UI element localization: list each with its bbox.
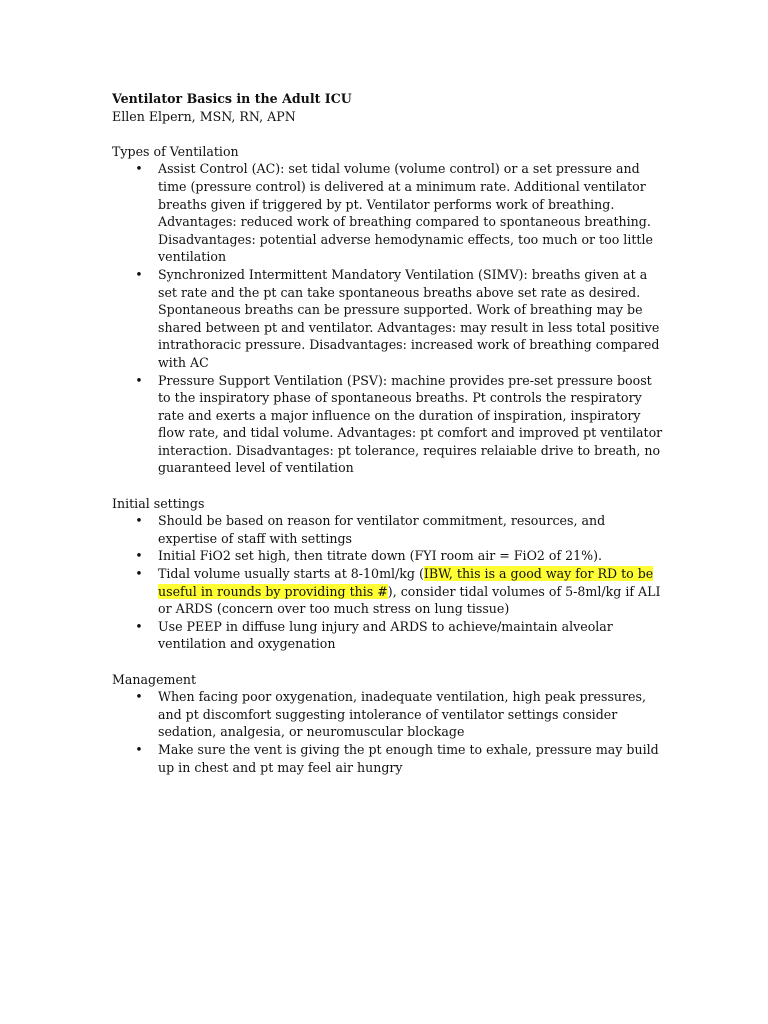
list-item-text: Use PEEP in diffuse lung injury and ARDS to achieve/maintain alveolar ventilation and oxygenation — [158, 618, 613, 652]
list-item — [112, 160, 668, 266]
bullet-icon: • — [135, 618, 143, 634]
list-item — [112, 547, 668, 565]
document-title: Ventilator Basics in the Adult ICU — [112, 91, 352, 106]
list-item-text: Make sure the vent is giving the pt enough time to exhale, pressure may build up in chest and pt may feel air hungry — [158, 741, 659, 775]
list-item — [112, 741, 668, 776]
list-item — [112, 618, 668, 653]
list-item — [112, 688, 668, 741]
highlighted-text: IBW, this is a good way for RD to be useful in rounds by providing this # — [158, 566, 654, 599]
section-management — [112, 671, 668, 777]
bullet-list-types — [112, 160, 668, 477]
list-item-text: Pressure Support Ventilation (PSV): machine provides pre-set pressure boost to the inspiratory phase of spontaneous breaths. Pt controls the respiratory rate and exerts a major influence on the duration of inspiration, inspiratory flow rate, and tidal volume. Advantages: pt comfort and improved pt ventilator interaction. Disadvantages: pt tolerance, requires relaiable drive to breath, no guaranteed level of ventilation — [158, 372, 663, 476]
bullet-icon: • — [135, 266, 143, 282]
section-types-of-ventilation — [112, 143, 668, 477]
section-heading-management: Management — [112, 671, 197, 687]
list-item — [112, 372, 668, 478]
list-item — [112, 266, 668, 372]
bullet-icon: • — [135, 161, 143, 177]
bullet-icon: • — [135, 372, 143, 388]
bullet-icon: • — [135, 513, 143, 529]
document-author: Ellen Elpern, MSN, RN, APN — [112, 108, 296, 124]
list-item-text: Assist Control (AC): set tidal volume (volume control) or a set pressure and time (pressure control) is delivered at a minimum rate. Additional ventilator breaths given if triggered by pt. Ventilator performs work of breathing. Advantages: reduced work of breathing compared to spontaneous breathing. Disadvantages: potential adverse hemodynamic effects, too much or too little ventilation — [158, 161, 653, 265]
list-item-text-before: Tidal volume usually starts at 8-10ml/kg ( — [158, 566, 424, 582]
bullet-icon: • — [135, 566, 143, 582]
bullet-list-initial — [112, 512, 668, 653]
list-item-text: Should be based on reason for ventilator commitment, resources, and expertise of staff with settings — [158, 513, 606, 546]
list-item-text: Initial FiO2 set high, then titrate down (FYI room air = FiO2 of 21%). — [158, 548, 603, 564]
bullet-icon: • — [135, 741, 143, 757]
list-item-text-after: ), consider tidal volumes of 5-8ml/kg if ALI or ARDS (concern over too much stress on lung tissue) — [158, 583, 661, 617]
section-heading-initial: Initial settings — [112, 495, 205, 511]
list-item — [112, 565, 668, 618]
list-item — [112, 512, 668, 547]
section-initial-settings — [112, 495, 668, 653]
list-item-text: Synchronized Intermittent Mandatory Ventilation (SIMV): breaths given at a set rate and the pt can take spontaneous breaths above set rate as desired. Spontaneous breaths can be pressure supported. Work of breathing may be shared between pt and ventilator. Advantages: may result in less total positive intrathoracic pressure. Disadvantages: increased work of breathing compared with AC — [158, 266, 660, 370]
list-item-text: When facing poor oxygenation, inadequate ventilation, high peak pressures, and pt discomfort suggesting intolerance of ventilator settings consider sedation, analgesia, or neuromuscular blockage — [158, 689, 646, 740]
bullet-icon: • — [135, 548, 143, 564]
bullet-icon: • — [135, 689, 143, 705]
bullet-list-management — [112, 688, 668, 776]
section-heading-types: Types of Ventilation — [112, 143, 239, 159]
